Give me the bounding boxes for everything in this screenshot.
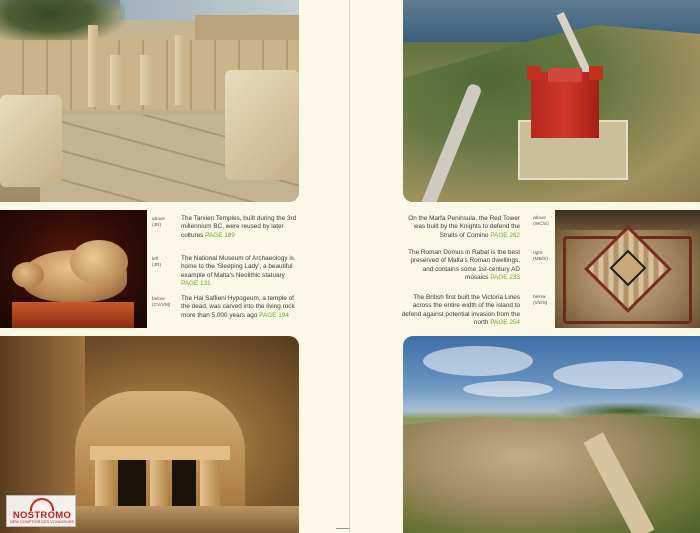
nostromo-logo: NOSTROMO NEW COMPTOIR DES VOYAGEURS: [6, 495, 76, 527]
red-tower-photo: [403, 0, 700, 202]
caption-red-tower: On the Marfa Peninsula, the Red Tower was built by the Knights to defend the Straits of Comino PAGE 262: [408, 215, 520, 239]
caption-tarxien: The Tarxien Temples, built during the 3rd millennium BC, were reused by later cultures PAGE 189: [181, 215, 297, 239]
caption-position-roman-domus: right (MB/S): [533, 251, 548, 262]
page-ref-194[interactable]: PAGE 194: [259, 311, 289, 319]
caption-position-victoria-lines: below (V/DS): [533, 295, 548, 306]
page-ref-131[interactable]: PAGE 131: [181, 279, 211, 287]
page-ref-254[interactable]: PAGE 254: [490, 318, 520, 326]
sleeping-lady-photo: [0, 210, 147, 328]
caption-hypogeum: The Hal Saflieni Hypogeum, a temple of the dead, was carved into the living rock more than 5,000 years ago PAGE 194: [181, 295, 295, 319]
caption-roman-domus: The Roman Domus in Rabat is the best preserved of Malta's Roman dwellings, and contains some 1st-century AD mosaics PAGE 233: [408, 249, 520, 281]
victoria-lines-photo: [403, 336, 700, 533]
tarxien-temples-photo: [0, 0, 299, 202]
caption-victoria-lines: The British first built the Victoria Lines across the entire width of the island to defend against potential invasion from the north PAGE 254: [401, 294, 520, 326]
caption-position-lady: left (JR): [152, 257, 162, 268]
page-ref-233[interactable]: PAGE 233: [490, 273, 520, 281]
page-ref-189[interactable]: PAGE 189: [205, 231, 235, 239]
caption-position-red-tower: above (WC/S): [533, 216, 549, 227]
roman-mosaic-photo: [555, 210, 700, 328]
page-ref-262[interactable]: PAGE 262: [490, 231, 520, 239]
right-page: [350, 0, 700, 533]
caption-position-tarxien: above (JR): [152, 217, 166, 228]
caption-sleeping-lady: The National Museum of Archaeology is home to the 'Sleeping Lady', a beautiful example of Malta's Neolithic statuary PAGE 131: [181, 255, 294, 287]
caption-position-hypogeum: below (CV/VM): [152, 297, 171, 308]
